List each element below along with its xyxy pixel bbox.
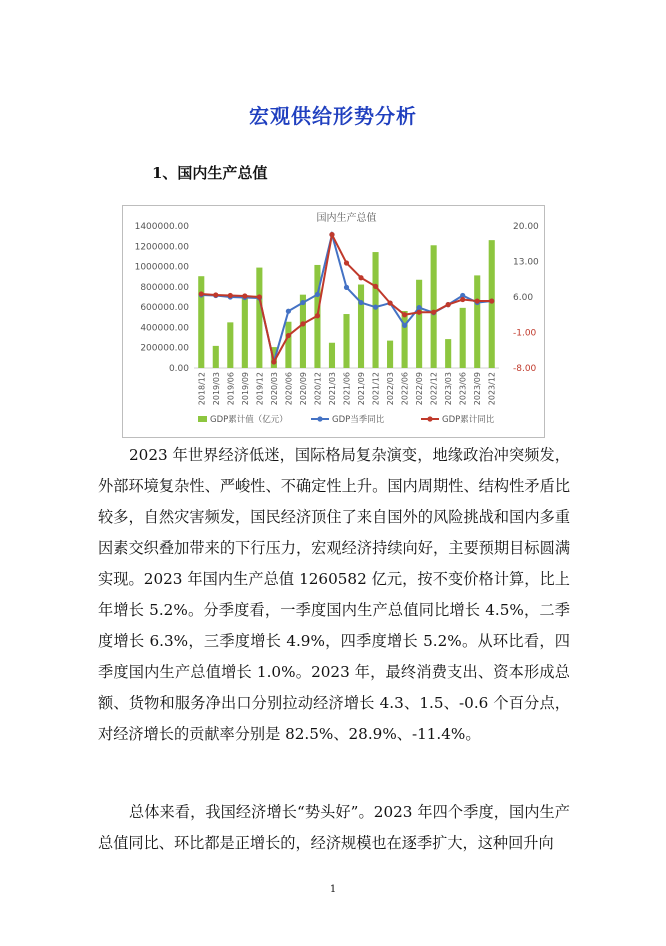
cumulative-yoy-point xyxy=(257,294,262,299)
x-tick-label: 2021/09 xyxy=(357,372,367,406)
gdp-bar xyxy=(387,341,393,368)
x-tick-label: 2023/06 xyxy=(458,372,468,406)
x-tick-label: 2023/12 xyxy=(487,372,497,406)
gdp-bar xyxy=(358,285,364,368)
gdp-bar xyxy=(460,308,466,368)
gdp-bar xyxy=(445,339,451,368)
cumulative-yoy-point xyxy=(286,333,291,338)
gdp-bar xyxy=(372,252,378,368)
cumulative-yoy-point xyxy=(271,359,276,364)
legend-label: GDP累计值（亿元） xyxy=(210,415,288,425)
quarterly-yoy-point xyxy=(286,309,291,314)
x-tick-label: 2020/12 xyxy=(313,372,323,406)
page-number: 1 xyxy=(329,884,337,895)
gdp-bar xyxy=(213,346,219,368)
gdp-bar xyxy=(242,297,248,368)
paragraph-2: 总体来看，我国经济增长“势头好”。2023 年四个季度，国内生产总值同比、环比都是正增长的，经济规模也在逐季扩大，这种回升向 xyxy=(98,803,570,852)
x-tick-label: 2023/03 xyxy=(444,372,454,406)
x-tick-label: 2019/12 xyxy=(255,372,265,406)
gdp-bar xyxy=(329,343,335,368)
gdp-bar xyxy=(489,240,495,368)
legend-swatch-bar xyxy=(198,416,207,422)
cumulative-yoy-point xyxy=(228,293,233,298)
cumulative-yoy-point xyxy=(373,284,378,289)
gdp-bar xyxy=(300,295,306,368)
quarterly-yoy-point xyxy=(417,305,422,310)
gdp-bar xyxy=(343,314,349,368)
section-heading: 1、国内生产总值 xyxy=(152,164,268,182)
x-tick-label: 2021/12 xyxy=(371,372,381,406)
x-tick-label: 2020/06 xyxy=(284,372,294,406)
legend-swatch-marker xyxy=(317,416,322,421)
cumulative-yoy-point xyxy=(300,321,305,326)
quarterly-yoy-point xyxy=(402,323,407,328)
cumulative-yoy-point xyxy=(358,275,363,280)
x-tick-label: 2018/12 xyxy=(197,372,207,406)
quarterly-yoy-point xyxy=(315,292,320,297)
gdp-bar xyxy=(198,276,204,368)
legend-swatch-marker xyxy=(427,416,432,421)
right-axis-tick: 13.00 xyxy=(513,257,539,268)
left-axis-tick: 1200000.00 xyxy=(134,242,189,253)
cumulative-yoy-point xyxy=(475,298,480,303)
x-tick-label: 2020/03 xyxy=(269,372,279,406)
left-axis-tick: 800000.00 xyxy=(140,282,189,293)
gdp-bar xyxy=(285,322,291,368)
left-axis-tick: 200000.00 xyxy=(140,343,189,354)
x-tick-label: 2022/12 xyxy=(429,372,439,406)
cumulative-yoy-point xyxy=(402,312,407,317)
left-axis-tick: 400000.00 xyxy=(140,323,189,334)
legend-label: GDP当季同比 xyxy=(332,415,385,425)
cumulative-yoy-point xyxy=(329,232,334,237)
gdp-chart xyxy=(122,205,545,438)
cumulative-yoy-point xyxy=(431,310,436,315)
quarterly-yoy-point xyxy=(373,305,378,310)
cumulative-yoy-point xyxy=(460,297,465,302)
x-tick-label: 2019/06 xyxy=(226,372,236,406)
gdp-bar xyxy=(402,311,408,368)
x-tick-label: 2019/09 xyxy=(240,372,250,406)
quarterly-yoy-point xyxy=(344,285,349,290)
cumulative-yoy-point xyxy=(199,291,204,296)
paragraph-1: 2023 年世界经济低迷，国际格局复杂演变，地缘政治冲突频发，外部环境复杂性、严峻性、不确定性上升。国内周期性、结构性矛盾比较多，自然灾害频发，国民经济顶住了来自国外的风险挑战和国内多重因素交织叠加带来的下行压力，宏观经济持续向好，主要预期目标圆满实现。2023 年国内生产总值 1260582 亿元，按不变价格计算，比上年增长 5.2%。分季度看，一季度国内生产总值同比增长 4.5%，二季度增长 6.3%，三季度增长 4.9%，四季度增长 5.2%。从环比看，四季度国内生产总值增长 1.0%。2023 年，最终消费支出、资本形成总额、货物和服务净出口分别拉动经济增长 4.3、1.5、-0.6 个百分点，对经济增长的贡献率分别是 82.5%、28.9%、-11.4%。 xyxy=(98,446,570,743)
cumulative-yoy-point xyxy=(489,298,494,303)
gdp-bar xyxy=(227,322,233,368)
x-tick-label: 2022/09 xyxy=(415,372,425,406)
left-axis-tick: 600000.00 xyxy=(140,303,189,314)
gdp-chart-svg xyxy=(123,206,544,437)
x-tick-label: 2019/03 xyxy=(211,372,221,406)
quarterly-yoy-point xyxy=(300,300,305,305)
x-tick-label: 2022/06 xyxy=(400,372,410,406)
page-title: 宏观供给形势分析 xyxy=(249,104,417,128)
gdp-bar xyxy=(431,245,437,368)
cumulative-yoy-point xyxy=(344,260,349,265)
gdp-bar xyxy=(416,280,422,368)
cumulative-yoy-point xyxy=(315,313,320,318)
cumulative-yoy-point xyxy=(242,293,247,298)
x-tick-label: 2020/09 xyxy=(298,372,308,406)
right-axis-tick: 20.00 xyxy=(513,222,539,232)
gdp-bar xyxy=(256,268,262,368)
gdp-bar xyxy=(474,275,480,368)
x-tick-label: 2021/03 xyxy=(327,372,337,406)
right-axis-tick: -8.00 xyxy=(513,364,537,374)
left-axis-tick: 1000000.00 xyxy=(134,262,189,273)
right-axis-tick: 6.00 xyxy=(513,293,534,303)
left-axis-tick: 0.00 xyxy=(168,364,189,374)
right-axis-tick: -1.00 xyxy=(513,328,537,339)
left-axis-tick: 1400000.00 xyxy=(134,222,189,232)
cumulative-yoy-point xyxy=(417,310,422,315)
x-tick-label: 2023/09 xyxy=(473,372,483,406)
x-tick-label: 2021/06 xyxy=(342,372,352,406)
chart-title: 国内生产总值 xyxy=(316,213,377,224)
cumulative-yoy-point xyxy=(446,302,451,307)
x-tick-label: 2022/03 xyxy=(386,372,396,406)
quarterly-yoy-point xyxy=(358,300,363,305)
cumulative-yoy-point xyxy=(213,292,218,297)
cumulative-yoy-point xyxy=(387,300,392,305)
legend-label: GDP累计同比 xyxy=(442,415,495,425)
